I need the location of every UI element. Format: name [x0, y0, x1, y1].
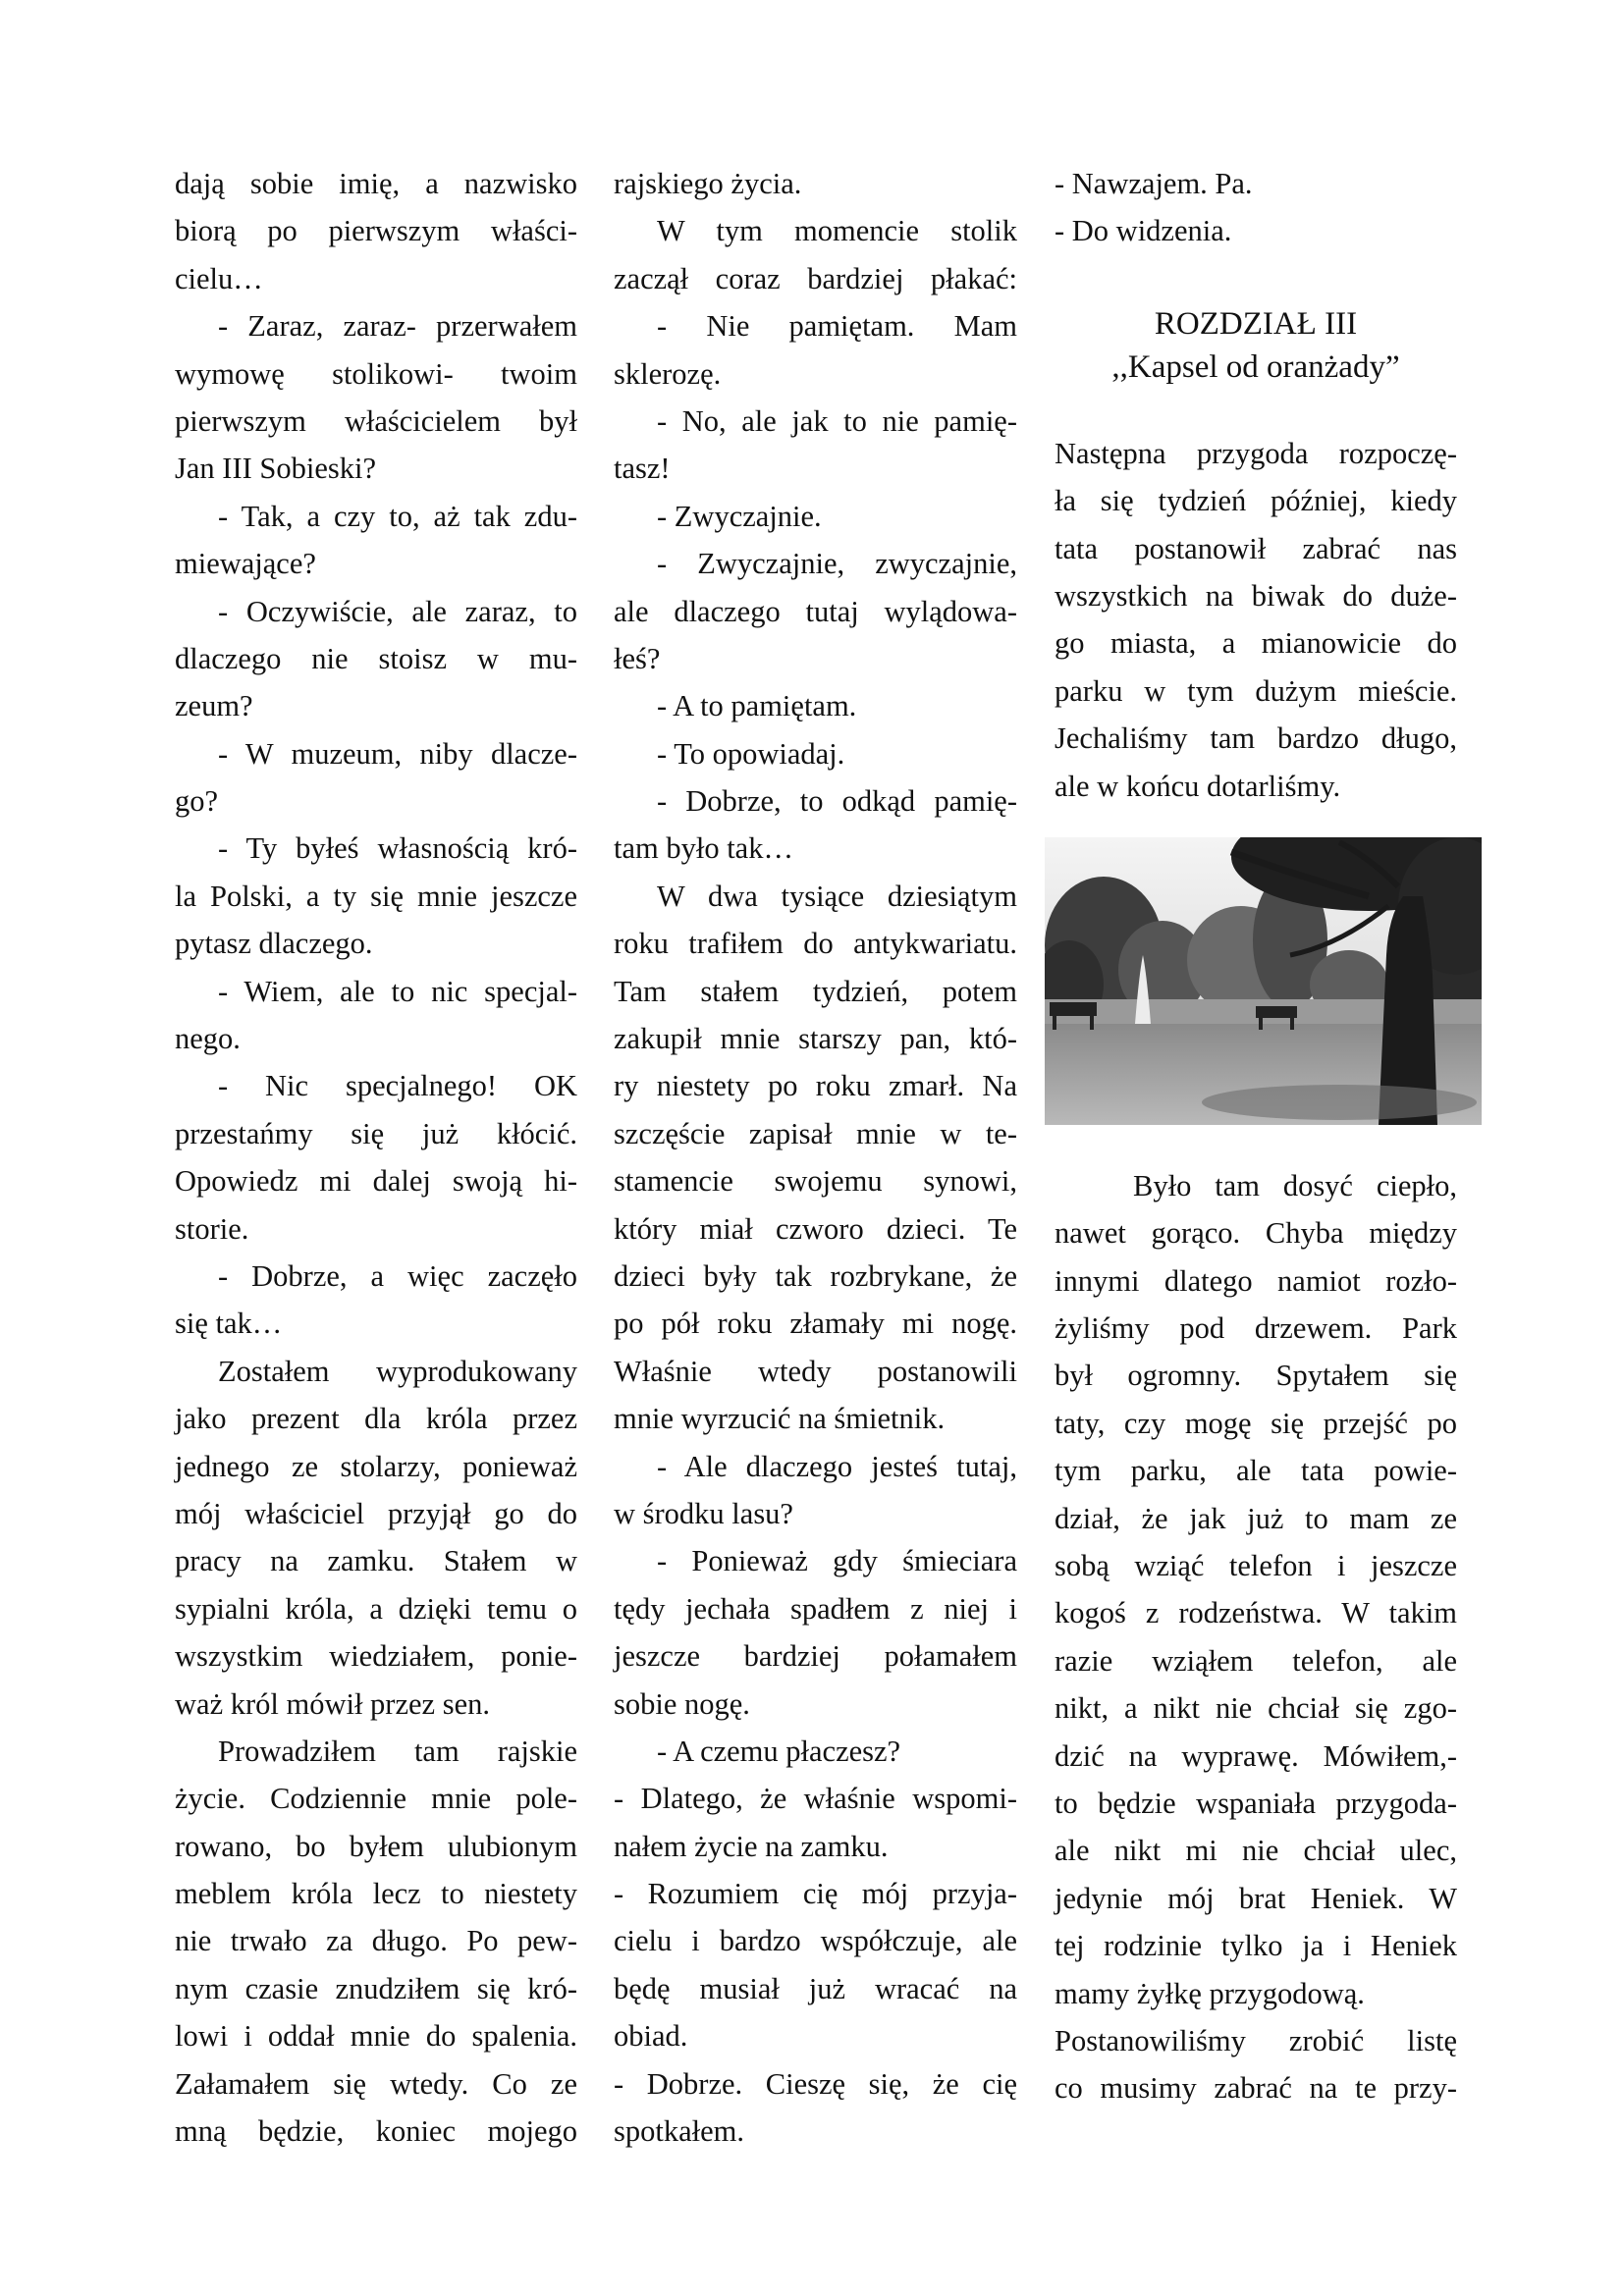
text-line: Załamałem się wtedy. Co ze [175, 2066, 577, 2101]
text-line: miewające? [175, 547, 316, 581]
text-line: który miał czworo dzieci. Te [614, 1211, 1017, 1246]
text-line: Jechaliśmy tam bardzo długo, [1055, 721, 1457, 756]
text-line: mnie wyrzucić na śmietnik. [614, 1402, 946, 1436]
text-line: nałem życie na zamku. [614, 1829, 889, 1863]
text-line: lowi i oddał mnie do spalenia. [175, 2019, 577, 2054]
text-line: ale w końcu dotarliśmy. [1055, 769, 1341, 803]
text-line: był ogromny. Spytałem się [1055, 1359, 1457, 1393]
text-line: W dwa tysiące dziesiątym [657, 879, 1017, 913]
text-line: innymi dlatego namiot rozło- [1055, 1263, 1457, 1298]
text-line: zakupił mnie starszy pan, któ- [614, 1022, 1017, 1056]
text-line: wszystkich na biwak do duże- [1055, 578, 1457, 613]
column-3 [1055, 160, 1457, 2112]
text-line: - Dobrze, a więc zaczęło [218, 1258, 577, 1293]
text-line: - Nic specjalnego! OK [218, 1069, 577, 1103]
text-line: storie. [175, 1211, 249, 1246]
text-line: - Wiem, ale to nic specjal- [218, 974, 577, 1008]
text-line: tej rodzinie tylko ja i Heniek [1055, 1929, 1457, 1963]
text-line: roku trafiłem do antykwariatu. [614, 927, 1017, 961]
text-line: co musimy zabrać na te przy- [1055, 2071, 1457, 2106]
text-line: - Tak, a czy to, aż tak zdu- [218, 499, 577, 533]
text-line: W tym momencie stolik [657, 214, 1017, 248]
text-line: tam było tak… [614, 831, 793, 866]
text-line: ale nikt mi nie chciał ulec, [1055, 1834, 1457, 1868]
text-line: pracy na zamku. Stałem w [175, 1544, 577, 1578]
text-line: nym czasie znudziłem się kró- [175, 1971, 577, 2005]
text-line: Zostałem wyprodukowany [218, 1354, 577, 1388]
text-line: dzieci były tak rozbrykane, że [614, 1258, 1017, 1293]
text-line: ale dlaczego tutaj wylądowa- [614, 594, 1017, 628]
text-line: jeszcze bardziej połamałem [614, 1639, 1017, 1674]
text-line: - Ty byłeś własnością kró- [218, 831, 577, 866]
text-line: obiad. [614, 2019, 688, 2054]
text-line: to będzie wspaniała przygoda- [1055, 1786, 1457, 1820]
text-line: meblem króla lecz to niestety [175, 1877, 577, 1911]
text-line: nie trwało za długo. Po pew- [175, 1924, 577, 1958]
text-line: cielu… [175, 261, 263, 295]
text-line: - Rozumiem cię mój przyja- [614, 1877, 1017, 1911]
text-line: sobą wziąć telefon i jeszcze [1055, 1549, 1457, 1583]
text-line: żyliśmy pod drzewem. Park [1055, 1311, 1457, 1346]
text-line: la Polski, a ty się mnie jeszcze [175, 879, 577, 913]
text-line: - Ale dlaczego jesteś tutaj, [657, 1449, 1017, 1483]
text-line: pytasz dlaczego. [175, 927, 373, 961]
text-line: sklerozę. [614, 356, 722, 391]
text-line: biorą po pierwszym właści- [175, 214, 577, 248]
text-line: dział, że jak już to mam ze [1055, 1501, 1457, 1535]
text-line: tym parku, ale tata powie- [1055, 1454, 1457, 1488]
text-line: - Nie pamiętam. Mam [657, 309, 1017, 344]
text-line: - W muzeum, niby dlacze- [218, 736, 577, 771]
text-line: mój właściciel przyjął go do [175, 1496, 577, 1530]
text-line: stamencie swojemu synowi, [614, 1164, 1017, 1199]
text-line: cielu i bardzo współczuje, ale [614, 1924, 1017, 1958]
text-line: nego. [175, 1022, 241, 1056]
text-line: będę musiał już wracać na [614, 1971, 1017, 2005]
text-line: jako prezent dla króla przez [175, 1402, 577, 1436]
text-line: życie. Codziennie mnie pole- [175, 1782, 577, 1816]
text-line: Opowiedz mi dalej swoją hi- [175, 1164, 577, 1199]
text-line: jedynie mój brat Heniek. W [1055, 1881, 1457, 1915]
text-line: ła się tydzień później, kiedy [1055, 484, 1457, 518]
text-line: tędy jechała spadłem z niej i [614, 1591, 1017, 1626]
text-line: Prowadziłem tam rajskie [218, 1734, 577, 1768]
text-line: Tam stałem tydzień, potem [614, 974, 1017, 1008]
text-line: mną będzie, koniec mojego [175, 2114, 577, 2149]
text-line: wymowę stolikowi- twoim [175, 356, 577, 391]
text-line: się tak… [175, 1307, 283, 1341]
text-line: - Oczywiście, ale zaraz, to [218, 594, 577, 628]
text-line: - A to pamiętam. [657, 689, 857, 723]
text-line: kogoś z rodzeństwa. W takim [1055, 1596, 1457, 1630]
text-line: mamy żyłkę przygodową. [1055, 1976, 1365, 2010]
text-line: dzić na wyprawę. Mówiłem,- [1055, 1738, 1457, 1773]
text-line: go? [175, 784, 219, 819]
text-line: Postanowiliśmy zrobić listę [1055, 2023, 1457, 2057]
text-line: po pół roku złamały mi nogę. [614, 1307, 1017, 1341]
text-line: Właśnie wtedy postanowili [614, 1354, 1017, 1388]
text-line: sobie nogę. [614, 1686, 750, 1721]
text-line: Następna przygoda rozpoczę- [1055, 436, 1457, 470]
text-line: razie wziąłem telefon, ale [1055, 1643, 1457, 1678]
text-line: waż król mówił przez sen. [175, 1686, 490, 1721]
text-line: - Ponieważ gdy śmieciara [657, 1544, 1017, 1578]
text-line: - Zwyczajnie, zwyczajnie, [657, 547, 1017, 581]
text-line: go miasta, a mianowicie do [1055, 626, 1457, 661]
chapter-subtitle: ,,Kapsel od oranżady” [1111, 348, 1400, 385]
chapter-title: ROZDZIAŁ III [1154, 305, 1358, 342]
text-line: ry niestety po roku zmarł. Na [614, 1069, 1017, 1103]
text-line: nikt, a nikt nie chciał się zgo- [1055, 1691, 1457, 1726]
text-line: szczęście zapisał mnie w te- [614, 1116, 1017, 1150]
text-line: tasz! [614, 452, 671, 486]
text-line: zaczął coraz bardziej płakać: [614, 261, 1017, 295]
text-line: - Dobrze. Cieszę się, że cię [614, 2066, 1017, 2101]
text-line: przestańmy się już kłócić. [175, 1116, 577, 1150]
text-line: łeś? [614, 641, 661, 675]
text-line: zeum? [175, 689, 253, 723]
text-line: wszystkim wiedziałem, ponie- [175, 1639, 577, 1674]
column-1 [175, 160, 577, 2155]
text-line: - To opowiadaj. [657, 736, 845, 771]
text-line: nawet gorąco. Chyba między [1055, 1216, 1457, 1251]
text-line: Jan III Sobieski? [175, 452, 376, 486]
text-line: - A czemu płaczesz? [657, 1734, 901, 1768]
park-photo [1045, 837, 1482, 1125]
text-line: w środku lasu? [614, 1496, 793, 1530]
column-2 [614, 160, 1017, 2155]
text-line: rajskiego życia. [614, 167, 802, 200]
text-line: - Nawzajem. Pa. [1055, 167, 1253, 200]
text-line: dlaczego nie stoisz w mu- [175, 641, 577, 675]
text-line: dają sobie imię, a nazwisko [175, 167, 577, 200]
text-line: parku w tym dużym mieście. [1055, 673, 1457, 708]
text-line: rowano, bo byłem ulubionym [175, 1829, 577, 1863]
text-line: taty, czy mogę się przejść po [1055, 1406, 1457, 1440]
text-line: - Dobrze, to odkąd pamię- [657, 784, 1017, 819]
text-line: - Zwyczajnie. [657, 499, 822, 533]
text-line: spotkałem. [614, 2114, 744, 2149]
text-line: - Dlatego, że właśnie wspomi- [614, 1782, 1017, 1816]
text-line: Było tam dosyć ciepło, [1133, 1168, 1457, 1202]
text-line: pierwszym właścicielem był [175, 403, 577, 438]
text-line: tata postanowił zabrać nas [1055, 531, 1457, 565]
text-line: - Do widzenia. [1055, 214, 1232, 248]
text-line: jednego ze stolarzy, ponieważ [175, 1449, 577, 1483]
text-line: - No, ale jak to nie pamię- [657, 403, 1017, 438]
text-line: sypialni króla, a dzięki temu o [175, 1591, 577, 1626]
text-line: - Zaraz, zaraz- przerwałem [218, 309, 577, 344]
